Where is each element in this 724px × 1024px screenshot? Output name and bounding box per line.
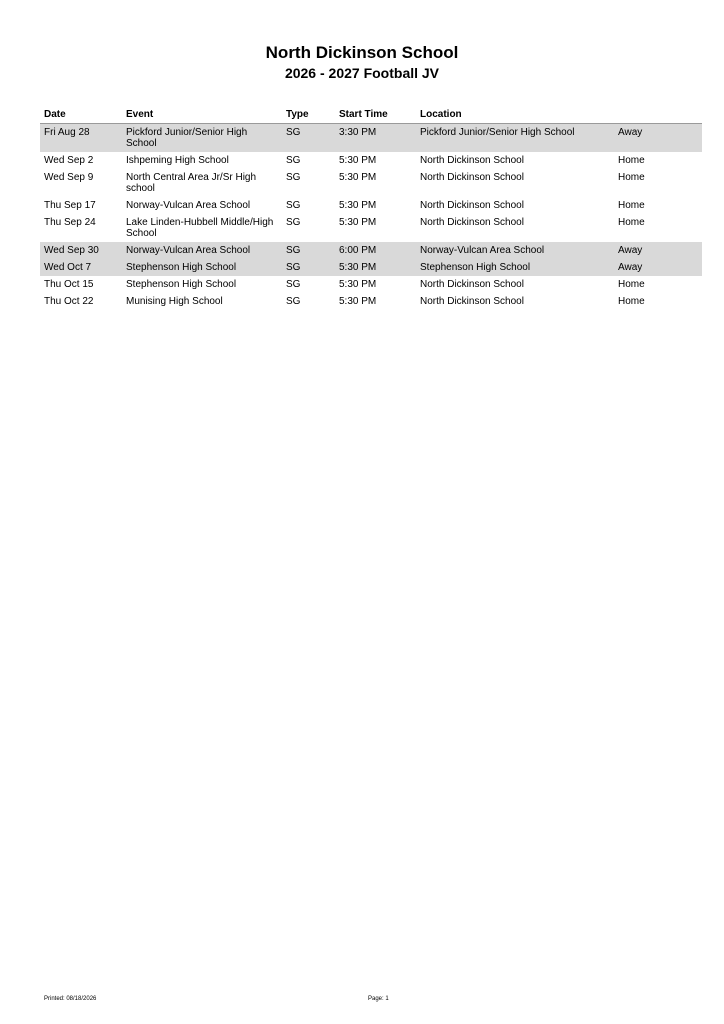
cell-location: Pickford Junior/Senior High School — [420, 127, 575, 138]
cell-event: Stephenson High School — [126, 262, 237, 273]
cell-home-away: Away — [618, 127, 643, 138]
cell-event: Pickford Junior/Senior High School — [126, 127, 248, 149]
table-row — [40, 197, 702, 214]
table-row — [40, 259, 702, 276]
cell-home-away: Home — [618, 155, 645, 166]
schedule-table — [40, 106, 702, 310]
cell-event: Stephenson High School — [126, 279, 237, 290]
cell-location: North Dickinson School — [420, 296, 524, 307]
cell-location: North Dickinson School — [420, 172, 524, 183]
cell-start-time: 6:00 PM — [339, 245, 377, 256]
cell-event: Munising High School — [126, 296, 223, 307]
column-header-start-time: Start Time — [339, 109, 388, 120]
cell-event: Ishpeming High School — [126, 155, 229, 166]
cell-start-time: 5:30 PM — [339, 279, 377, 290]
cell-home-away: Home — [618, 279, 645, 290]
cell-date: Wed Oct 7 — [44, 262, 92, 273]
cell-date: Thu Oct 22 — [44, 296, 94, 307]
cell-event: Norway-Vulcan Area School — [126, 245, 251, 256]
cell-start-time: 5:30 PM — [339, 262, 377, 273]
table-header-row — [40, 106, 702, 124]
cell-home-away: Home — [618, 296, 645, 307]
cell-type: SG — [286, 217, 301, 228]
table-row — [40, 124, 702, 152]
cell-type: SG — [286, 262, 301, 273]
cell-location: North Dickinson School — [420, 200, 524, 211]
cell-type: SG — [286, 200, 301, 211]
cell-date: Wed Sep 2 — [44, 155, 94, 166]
cell-start-time: 5:30 PM — [339, 296, 377, 307]
cell-start-time: 5:30 PM — [339, 155, 377, 166]
cell-home-away: Home — [618, 200, 645, 211]
cell-type: SG — [286, 279, 301, 290]
table-row — [40, 293, 702, 310]
table-row — [40, 152, 702, 169]
cell-home-away: Home — [618, 217, 645, 228]
cell-start-time: 5:30 PM — [339, 217, 377, 228]
column-header-location: Location — [420, 109, 462, 120]
cell-location: North Dickinson School — [420, 279, 524, 290]
cell-date: Fri Aug 28 — [44, 127, 90, 138]
cell-date: Thu Oct 15 — [44, 279, 94, 290]
cell-home-away: Away — [618, 262, 643, 273]
cell-type: SG — [286, 296, 301, 307]
cell-date: Thu Sep 24 — [44, 217, 96, 228]
column-header-type: Type — [286, 109, 309, 120]
cell-date: Wed Sep 9 — [44, 172, 94, 183]
cell-date: Wed Sep 30 — [44, 245, 99, 256]
column-header-date: Date — [44, 109, 66, 120]
cell-type: SG — [286, 245, 301, 256]
cell-event: Lake Linden-Hubbell Middle/High School — [126, 217, 274, 239]
table-row — [40, 276, 702, 293]
cell-event: Norway-Vulcan Area School — [126, 200, 251, 211]
cell-type: SG — [286, 155, 301, 166]
column-header-event: Event — [126, 109, 154, 120]
table-row — [40, 214, 702, 242]
cell-date: Thu Sep 17 — [44, 200, 96, 211]
table-row — [40, 242, 702, 259]
printed-date: Printed: 08/18/2026 — [44, 996, 97, 1002]
document-subtitle: 2026 - 2027 Football JV — [284, 65, 440, 81]
cell-location: North Dickinson School — [420, 155, 524, 166]
cell-type: SG — [286, 172, 301, 183]
cell-start-time: 5:30 PM — [339, 200, 377, 211]
cell-home-away: Away — [618, 245, 643, 256]
table-row — [40, 169, 702, 197]
document-title: North Dickinson School — [265, 43, 459, 62]
cell-location: North Dickinson School — [420, 217, 524, 228]
cell-start-time: 3:30 PM — [339, 127, 377, 138]
cell-start-time: 5:30 PM — [339, 172, 377, 183]
cell-type: SG — [286, 127, 301, 138]
cell-location: Stephenson High School — [420, 262, 531, 273]
cell-location: Norway-Vulcan Area School — [420, 245, 545, 256]
page-number: Page: 1 — [368, 996, 389, 1002]
cell-home-away: Home — [618, 172, 645, 183]
cell-event: North Central Area Jr/Sr High school — [126, 172, 257, 194]
